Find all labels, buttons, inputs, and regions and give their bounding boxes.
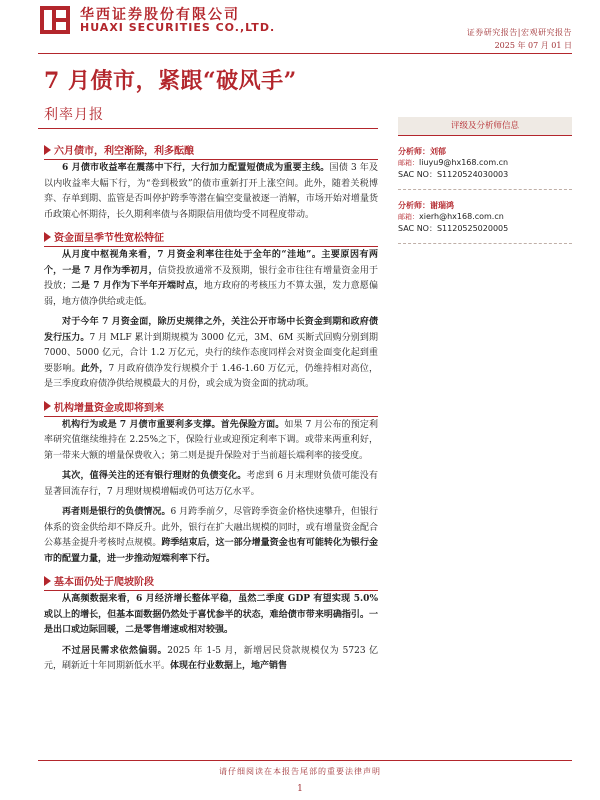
bold-lead: 再者则是银行的负债情况。 xyxy=(62,507,171,517)
triangle-bullet-icon xyxy=(44,232,51,242)
analyst-email-link[interactable]: liuyu9@hx168.com.cn xyxy=(419,158,509,167)
email-label: 邮箱： xyxy=(398,213,419,221)
paragraph xyxy=(44,592,378,639)
paragraph xyxy=(44,469,378,500)
report-title: 7 月债市，紧跟“破风手” xyxy=(44,68,297,94)
company-name-en: HUAXI SECURITIES CO.,LTD. xyxy=(80,21,276,34)
company-logo-icon xyxy=(38,4,72,36)
analyst-name: 分析师：谢瑞鸿 xyxy=(398,200,454,210)
bold-lead: 对于今年 7 月资金面，除历史规律之外，关注公开市场中长资金到期和政府债发行压力。 xyxy=(44,317,378,343)
analyst-divider xyxy=(398,243,572,244)
paragraph xyxy=(44,161,378,223)
subtitle-divider xyxy=(38,128,378,129)
bold-mid: 体现在行业数据上，地产销售 xyxy=(170,661,288,671)
analyst-email-row xyxy=(398,211,572,223)
analyst-email-link[interactable]: xierh@hx168.com.cn xyxy=(419,212,504,221)
email-label: 邮箱： xyxy=(398,159,419,167)
bold-mid: 跨季结束后，这一部分增量资金也有可能转化为银行金市的配置力量，进一步推动短端利率下行。 xyxy=(44,538,378,564)
paragraph xyxy=(44,505,378,567)
section-heading xyxy=(44,399,378,414)
analyst-sac: SAC NO：S1120525020005 xyxy=(398,224,509,233)
bold-lead: 其次，值得关注的还有银行理财的负债变化。 xyxy=(62,471,247,481)
footer-divider xyxy=(38,760,572,761)
bold-lead: 机构行为或是 7 月债市重要利多支撑。首先保险方面。 xyxy=(62,419,285,430)
paragraph xyxy=(44,644,378,675)
page-number: 1 xyxy=(297,784,303,794)
analyst-name: 分析师：刘郁 xyxy=(398,146,446,156)
main-content xyxy=(44,136,378,680)
paragraph-text: 6 月跨季前夕，尽管跨季资金价格快速攀升，但银行体系的资金供给却不降反升。此外，银行在扩大融出规模的同时，或有增量资金配合公募基金提升考核时点规模。 xyxy=(44,507,378,548)
paragraph xyxy=(44,418,378,465)
section-heading-text: 基本面仍处于爬坡阶段 xyxy=(54,577,154,588)
paragraph-text: 国债 3 年及以内收益率大幅下行，为“卷到极致”的债市重新打开上涨空间。此外，随着关税博弈、存单到期、监管是否叫停护跨季等潜在偏空变量被逐一消解，市场开始对增量货币政策心怀期待，长久期利率债与各期限信用债均受不同程度带动。 xyxy=(44,163,378,220)
section-heading xyxy=(44,142,378,157)
paragraph-text: 地方政府的考核压力不算太强，发力意愿偏弱，地方债净供给或走低。 xyxy=(44,281,378,307)
sidebar-heading: 评级及分析师信息 xyxy=(398,117,572,136)
paragraph-text: 考虑到 6 月末理财负债可能没有显著回流存行，7 月理财规模增幅或仍可达万亿水平。 xyxy=(44,471,378,497)
paragraph-text: 信贷投放通常不及预期，银行金市往往有增量资金用于投放； xyxy=(44,265,378,291)
triangle-bullet-icon xyxy=(44,401,51,411)
report-date: 2025 年 07 月 01 日 xyxy=(494,41,572,50)
section-heading-text: 机构增量资金或即将到来 xyxy=(54,402,164,414)
header-divider xyxy=(38,53,572,54)
paragraph xyxy=(44,248,378,310)
analyst-sac: SAC NO：S1120524030003 xyxy=(398,170,509,179)
paragraph-text: 2025 年 1-5 月，新增居民贷款规模仅为 5723 亿元，刷新近十年同期新低水平。 xyxy=(44,645,378,671)
company-name-cn: 华西证券股份有限公司 xyxy=(80,7,240,23)
paragraph-text: 如果 7 月公布的预定利率研究值继续维持在 2.25%之下，保险行业或迎预定利率下调。或带来两重利好，第一带来大额的增量保费收入；第二则是提升保险对于当前超长端利率的接受度。 xyxy=(44,419,379,461)
paragraph-text: 7 月 MLF 累计到期规模为 3000 亿元，3M、6M 买断式回购分别到期 7000、5000 亿元，合计 1.2 万亿元，央行的续作态度同样会对资金面变化起到重要影响。 xyxy=(44,332,378,374)
bold-lead: 从月度中枢视角来看，7 月资金利率往往处于全年的“洼地”。主要原因有两个，一是 7 月作为季初月， xyxy=(44,250,378,276)
analyst-divider xyxy=(398,189,572,190)
bold-lead: 不过居民需求依然偏弱。 xyxy=(62,645,168,656)
bold-lead: 6 月债市收益率在震荡中下行，大行加力配置短债成为重要主线。 xyxy=(62,163,330,173)
bold-mid: 此外， xyxy=(80,363,109,374)
legal-notice: 请仔细阅读在本报告尾部的重要法律声明 xyxy=(219,767,381,776)
analyst-sidebar xyxy=(398,117,572,244)
section-heading xyxy=(44,573,378,588)
analyst-email-row xyxy=(398,157,572,169)
bold-mid: 二是 7 月作为下半年开端时点， xyxy=(71,281,204,291)
triangle-bullet-icon xyxy=(44,145,51,155)
section-heading xyxy=(44,229,378,244)
section-heading-text: 资金面呈季节性宽松特征 xyxy=(54,233,164,244)
analyst-card xyxy=(398,200,572,244)
section-heading-text: 六月债市，利空渐除，利多酝酿 xyxy=(54,146,194,157)
analyst-card xyxy=(398,146,572,190)
paragraph xyxy=(44,315,378,393)
report-type: 证券研究报告|宏观研究报告 xyxy=(466,28,572,37)
bold-lead: 从高频数据来看，6 月经济增长整体平稳，虽然二季度 GDP 有望实现 5.0%或以上的增长，但基本面数据仍然处于喜忧参半的状态，难给债市带来明确指引。一是出口或边际回暖，二是零售增速或相对较强。 xyxy=(44,594,378,635)
triangle-bullet-icon xyxy=(44,576,51,586)
paragraph-text: 7 月政府债净发行规模介于 1.46-1.60 万亿元，仍维持相对高位，是三季度政府债净供给规模最大的月份，或会成为资金面的扰动项。 xyxy=(44,363,378,389)
report-subtitle: 利率月报 xyxy=(44,107,104,123)
